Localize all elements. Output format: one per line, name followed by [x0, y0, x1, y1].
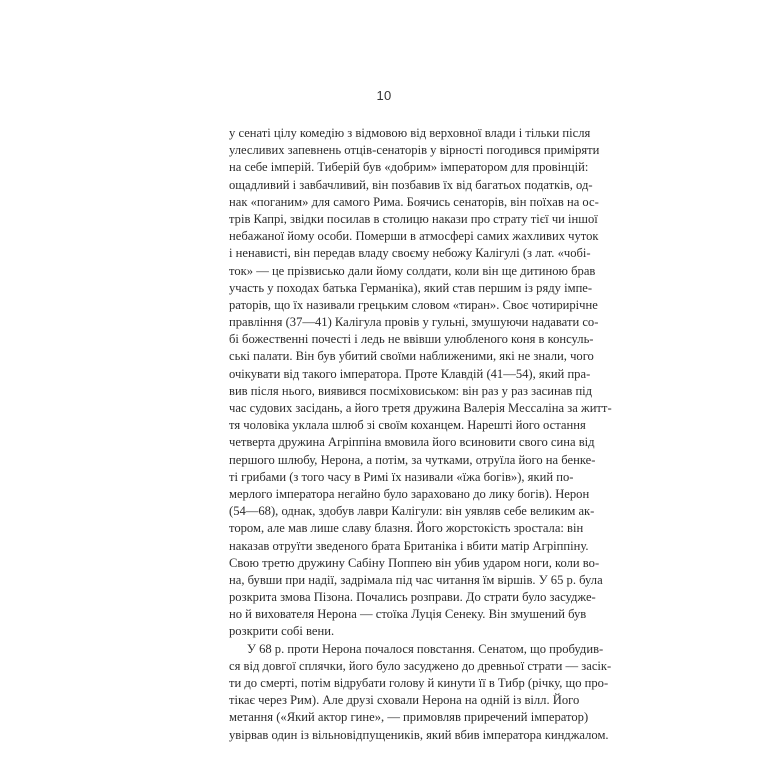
text-line: раторів, що їх називали грецьким словом «тиран». Своє чотирирічне [229, 297, 598, 312]
text-line: нак «поганим» для самого Рима. Боячись сенаторів, він поїхав на ос- [229, 194, 599, 209]
text-line: (54—68), однак, здобув лаври Калігули: він уявляв себе великим ак- [229, 504, 595, 519]
text-line: і ненависті, він передав владу своєму небожу Калігулі (з лат. «чобі- [229, 246, 591, 261]
text-line: очікувати від такого імператора. Проте Клавдій (41—54), який пра- [229, 366, 591, 381]
text-line: четверта дружина Агріппіна вмовила його всиновити свого сина від [229, 435, 595, 450]
text-line: но й вихователя Нерона — стоїка Луція Сенеку. Він змушений був [229, 607, 587, 622]
text-line: Свою третю дружину Сабіну Поппею він убив ударом ноги, коли во- [229, 555, 600, 570]
text-line: тя чоловіка уклала шлюб зі своїм коханцем. Нарешті його остання [229, 418, 586, 433]
text-line: на, бувши при надії, задрімала під час читання їм віршів. У 65 р. була [229, 572, 603, 587]
text-line: час судових засідань, а його третя дружина Валерія Мессаліна за житт- [229, 401, 612, 415]
text-line: розкрити собі вени. [229, 624, 335, 639]
text-line: у сенаті цілу комедію з відмовою від верховної влади і тільки після [229, 126, 591, 140]
text-line: на себе імперій. Тиберій був «добрим» імператором для провінцій: [229, 160, 589, 175]
text-line: мерлого імператора негайно було зараховано до лику богів). Нерон [229, 486, 590, 501]
text-line: ті грибами (з того часу в Римі їх називали «їжа богів»), який по- [229, 469, 574, 484]
text-line: улесливих запевнень отців-сенаторів у вірності погодився приміряти [229, 143, 600, 158]
text-line: ти до смерті, потім відрубати голову й кинути її в Тибр (річку, що про- [229, 676, 609, 690]
body-text [229, 125, 612, 744]
page-number: 10 [376, 88, 392, 103]
text-line: небажаної йому особи. Померши в атмосфері самих жахливих чуток [229, 229, 599, 244]
text-line: першого шлюбу, Нерона, а потім, за чутками, отруїла його на бенке- [229, 452, 596, 467]
text-line: вив після нього, виявився посміховиськом: він раз у раз засинав під [229, 383, 593, 398]
text-line: увірвав один із вільновідпущеників, який вбив імператора кинджалом. [229, 727, 609, 742]
text-line: ські палати. Він був убитий своїми наближеними, які не знали, чого [229, 349, 594, 364]
text-line: правління (37—41) Калігула провів у гульні, змушуючи надавати со- [229, 315, 599, 330]
text-line: участь у походах батька Германіка), який став першим із ряду імпе- [229, 280, 593, 295]
text-line: бі божественні почесті і ледь не ввівши улюбленого коня в консуль- [229, 332, 594, 347]
text-line: трів Капрі, звідки посилав в столицю накази про страту тієї чи іншої [229, 211, 598, 226]
text-line: наказав отруїти зведеного брата Британіка і вбити матір Агріппіну. [229, 538, 589, 553]
text-line: ток» — це прізвисько дали йому солдати, коли він ще дитиною брав [229, 263, 596, 278]
text-line: розкрита змова Пізона. Почались розправи. До страти було засудже- [229, 590, 596, 605]
text-line: тікає через Рим). Але друзі сховали Нерона на одній із вілл. Його [229, 693, 580, 708]
text-line: У 68 р. проти Нерона почалося повстання. Сенатом, що пробудив- [247, 641, 604, 656]
text-line: ощадливий і завбачливий, він позбавив їх від багатьох податків, од- [229, 177, 593, 192]
text-line: ся від довгої сплячки, його було засуджено до древньої страти — засік- [229, 658, 612, 673]
text-line: тором, але мав лише славу блазня. Його жорстокість зростала: він [229, 521, 584, 536]
text-line: метання («Який актор гине», — примовляв приречений імператор) [229, 710, 589, 725]
